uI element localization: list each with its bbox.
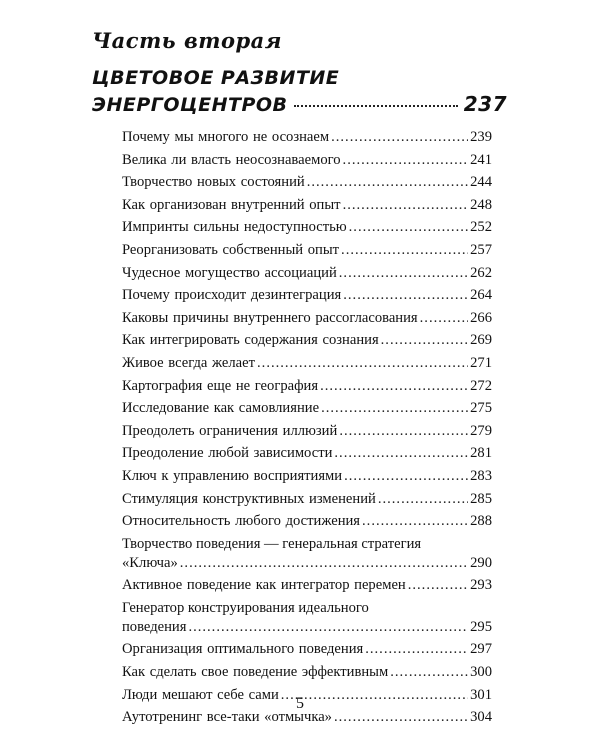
toc-entry-row [122,490,492,509]
toc-entry [122,331,492,350]
toc-entry-page: 293 [470,577,492,594]
toc-entry-page: 288 [470,513,492,530]
toc-entry-row [122,286,492,305]
toc-entry-page: 272 [470,377,492,394]
page-number: 5 [296,695,304,712]
dot-leader [188,618,468,637]
toc-entry [122,490,492,509]
toc-entry-row [122,554,492,573]
dot-leader [343,196,469,215]
section-title-line2-row [92,91,507,118]
toc-entry [122,151,492,170]
toc-entry-row [122,241,492,260]
toc-entry-page: 244 [470,174,492,191]
toc-entry [122,576,492,595]
toc-entry-title: Исследование как самовлияние [122,400,320,417]
toc-entry-page: 275 [470,400,492,417]
toc-entry [122,196,492,215]
dot-leader [180,554,468,573]
toc-entry [122,377,492,396]
toc-entry-title: Импринты сильны недоступностью [122,219,347,236]
toc-entry-row [122,444,492,463]
toc-entry [122,218,492,237]
toc-entry-row [122,173,492,192]
part-label: Часть вторая [92,28,282,53]
toc-entry-title: Творчество новых состояний [122,174,305,191]
toc-entry [122,467,492,486]
dot-leader [420,309,468,328]
toc-entry [122,422,492,441]
dot-leader [365,640,468,659]
toc-entry-title-line1: Творчество поведения — генеральная стратегия [122,535,422,552]
toc-entry-title: Преодоление любой зависимости [122,445,333,462]
dot-leader [343,286,468,305]
dot-leader [344,467,468,486]
toc-entry-row [122,377,492,396]
toc-entry-page: 301 [470,686,492,703]
dot-leader [257,354,468,373]
toc-entry-row [122,128,492,147]
toc-entry-page: 295 [470,618,492,635]
toc-entry-title: Активное поведение как интегратор перемен [122,577,406,594]
toc-entry-title: Ключ к управлению восприятиями [122,467,343,484]
toc-entry-title: Велика ли власть неосознаваемого [122,151,341,168]
toc-entry-title: Реорганизовать собственный опыт [122,241,340,258]
section-title-line1: ЦВЕТОВОЕ РАЗВИТИЕ [92,67,340,89]
toc-entry-row [122,512,492,531]
dot-leader [408,576,468,595]
dot-leader [390,663,468,682]
toc-entry [122,286,492,305]
toc-entry-page: 300 [470,664,492,681]
toc-entry-title: Живое всегда желает [122,354,256,371]
toc-entry [122,599,492,637]
toc-entry-row [122,151,492,170]
toc-entry-page: 239 [470,129,492,145]
toc-entry-title: Как организован внутренний опыт [122,196,341,213]
toc-entry-page: 271 [470,354,492,371]
toc-entry-title: Картография еще не география [122,377,319,394]
toc-entry [122,444,492,463]
table-of-contents [122,128,492,731]
toc-entry-row [122,309,492,328]
toc-entry-row [122,196,492,215]
toc-entry [122,663,492,682]
section-title [92,65,522,118]
toc-entry-page: 283 [470,467,492,484]
toc-entry-title: Почему мы многого не осознаем [122,129,330,145]
dot-leader [320,377,468,396]
toc-entry-title: поведения [122,618,187,635]
toc-entry-row [122,422,492,441]
toc-entry-row [122,576,492,595]
dot-leader [331,128,468,147]
toc-entry-row [122,264,492,283]
toc-entry-title: Преодолеть ограничения иллюзий [122,422,338,439]
dot-leader [339,264,468,283]
toc-entry-page: 248 [470,196,492,213]
toc-entry-page: 279 [470,422,492,439]
toc-entry-title: Чудесное могущество ассоциаций [122,264,337,281]
toc-entry-title: Почему происходит дезинтеграция [122,287,342,304]
toc-entry-title: Как сделать свое поведение эффективным [122,664,389,681]
toc-entry-title: Как интегрировать содержания сознания [122,332,379,349]
dot-leader [378,490,468,509]
toc-entry [122,640,492,659]
toc-entry-row [122,399,492,418]
toc-entry-row [122,618,492,637]
toc-entry-title: «Ключа» [122,554,178,571]
toc-entry-page: 281 [470,445,492,462]
dot-leader [349,218,468,237]
toc-entry [122,354,492,373]
toc-entry-page: 304 [470,709,492,726]
toc-entry [122,128,492,147]
toc-entry [122,264,492,283]
toc-entry-page: 290 [470,554,492,571]
section-page-number: 237 [463,92,507,116]
toc-entry-page: 269 [470,332,492,349]
dot-leader [307,173,468,192]
toc-entry [122,512,492,531]
dot-leader [334,444,468,463]
toc-entry-row [122,467,492,486]
toc-entry-page: 262 [470,264,492,281]
toc-entry-row [122,640,492,659]
dot-leader [362,512,468,531]
dot-leader [321,399,468,418]
toc-entry-title: Аутотренинг все-таки «отмычка» [122,709,332,726]
toc-entry-title: Каковы причины внутреннего рассогласования [122,309,418,326]
toc-entry-page: 257 [470,241,492,258]
toc-entry-title: Люди мешают себе сами [122,686,279,703]
toc-entry-page: 285 [470,490,492,507]
toc-entry-row [122,354,492,373]
dot-leader [294,105,458,107]
toc-entry [122,309,492,328]
toc-entry [122,173,492,192]
toc-entry-page: 266 [470,309,492,326]
toc-entry [122,241,492,260]
toc-entry-row [122,331,492,350]
toc-entry [122,399,492,418]
dot-leader [339,422,468,441]
section-title-line2: ЭНЕРГОЦЕНТРОВ [92,94,288,116]
dot-leader [341,241,468,260]
toc-entry-title: Относительность любого достижения [122,513,361,530]
toc-entry-page: 241 [470,151,492,168]
dot-leader [381,331,468,350]
toc-entry-row [122,663,492,682]
toc-entry-title: Стимуляция конструктивных изменений [122,490,376,507]
toc-entry-title: Организация оптимального поведения [122,641,364,658]
toc-entry-title-line1: Генератор конструирования идеального [122,599,369,616]
toc-entry-row [122,218,492,237]
dot-leader [343,151,469,170]
toc-entry-page: 264 [470,287,492,304]
toc-entry [122,535,492,573]
toc-entry-page: 252 [470,219,492,236]
toc-entry-page: 297 [470,641,492,658]
